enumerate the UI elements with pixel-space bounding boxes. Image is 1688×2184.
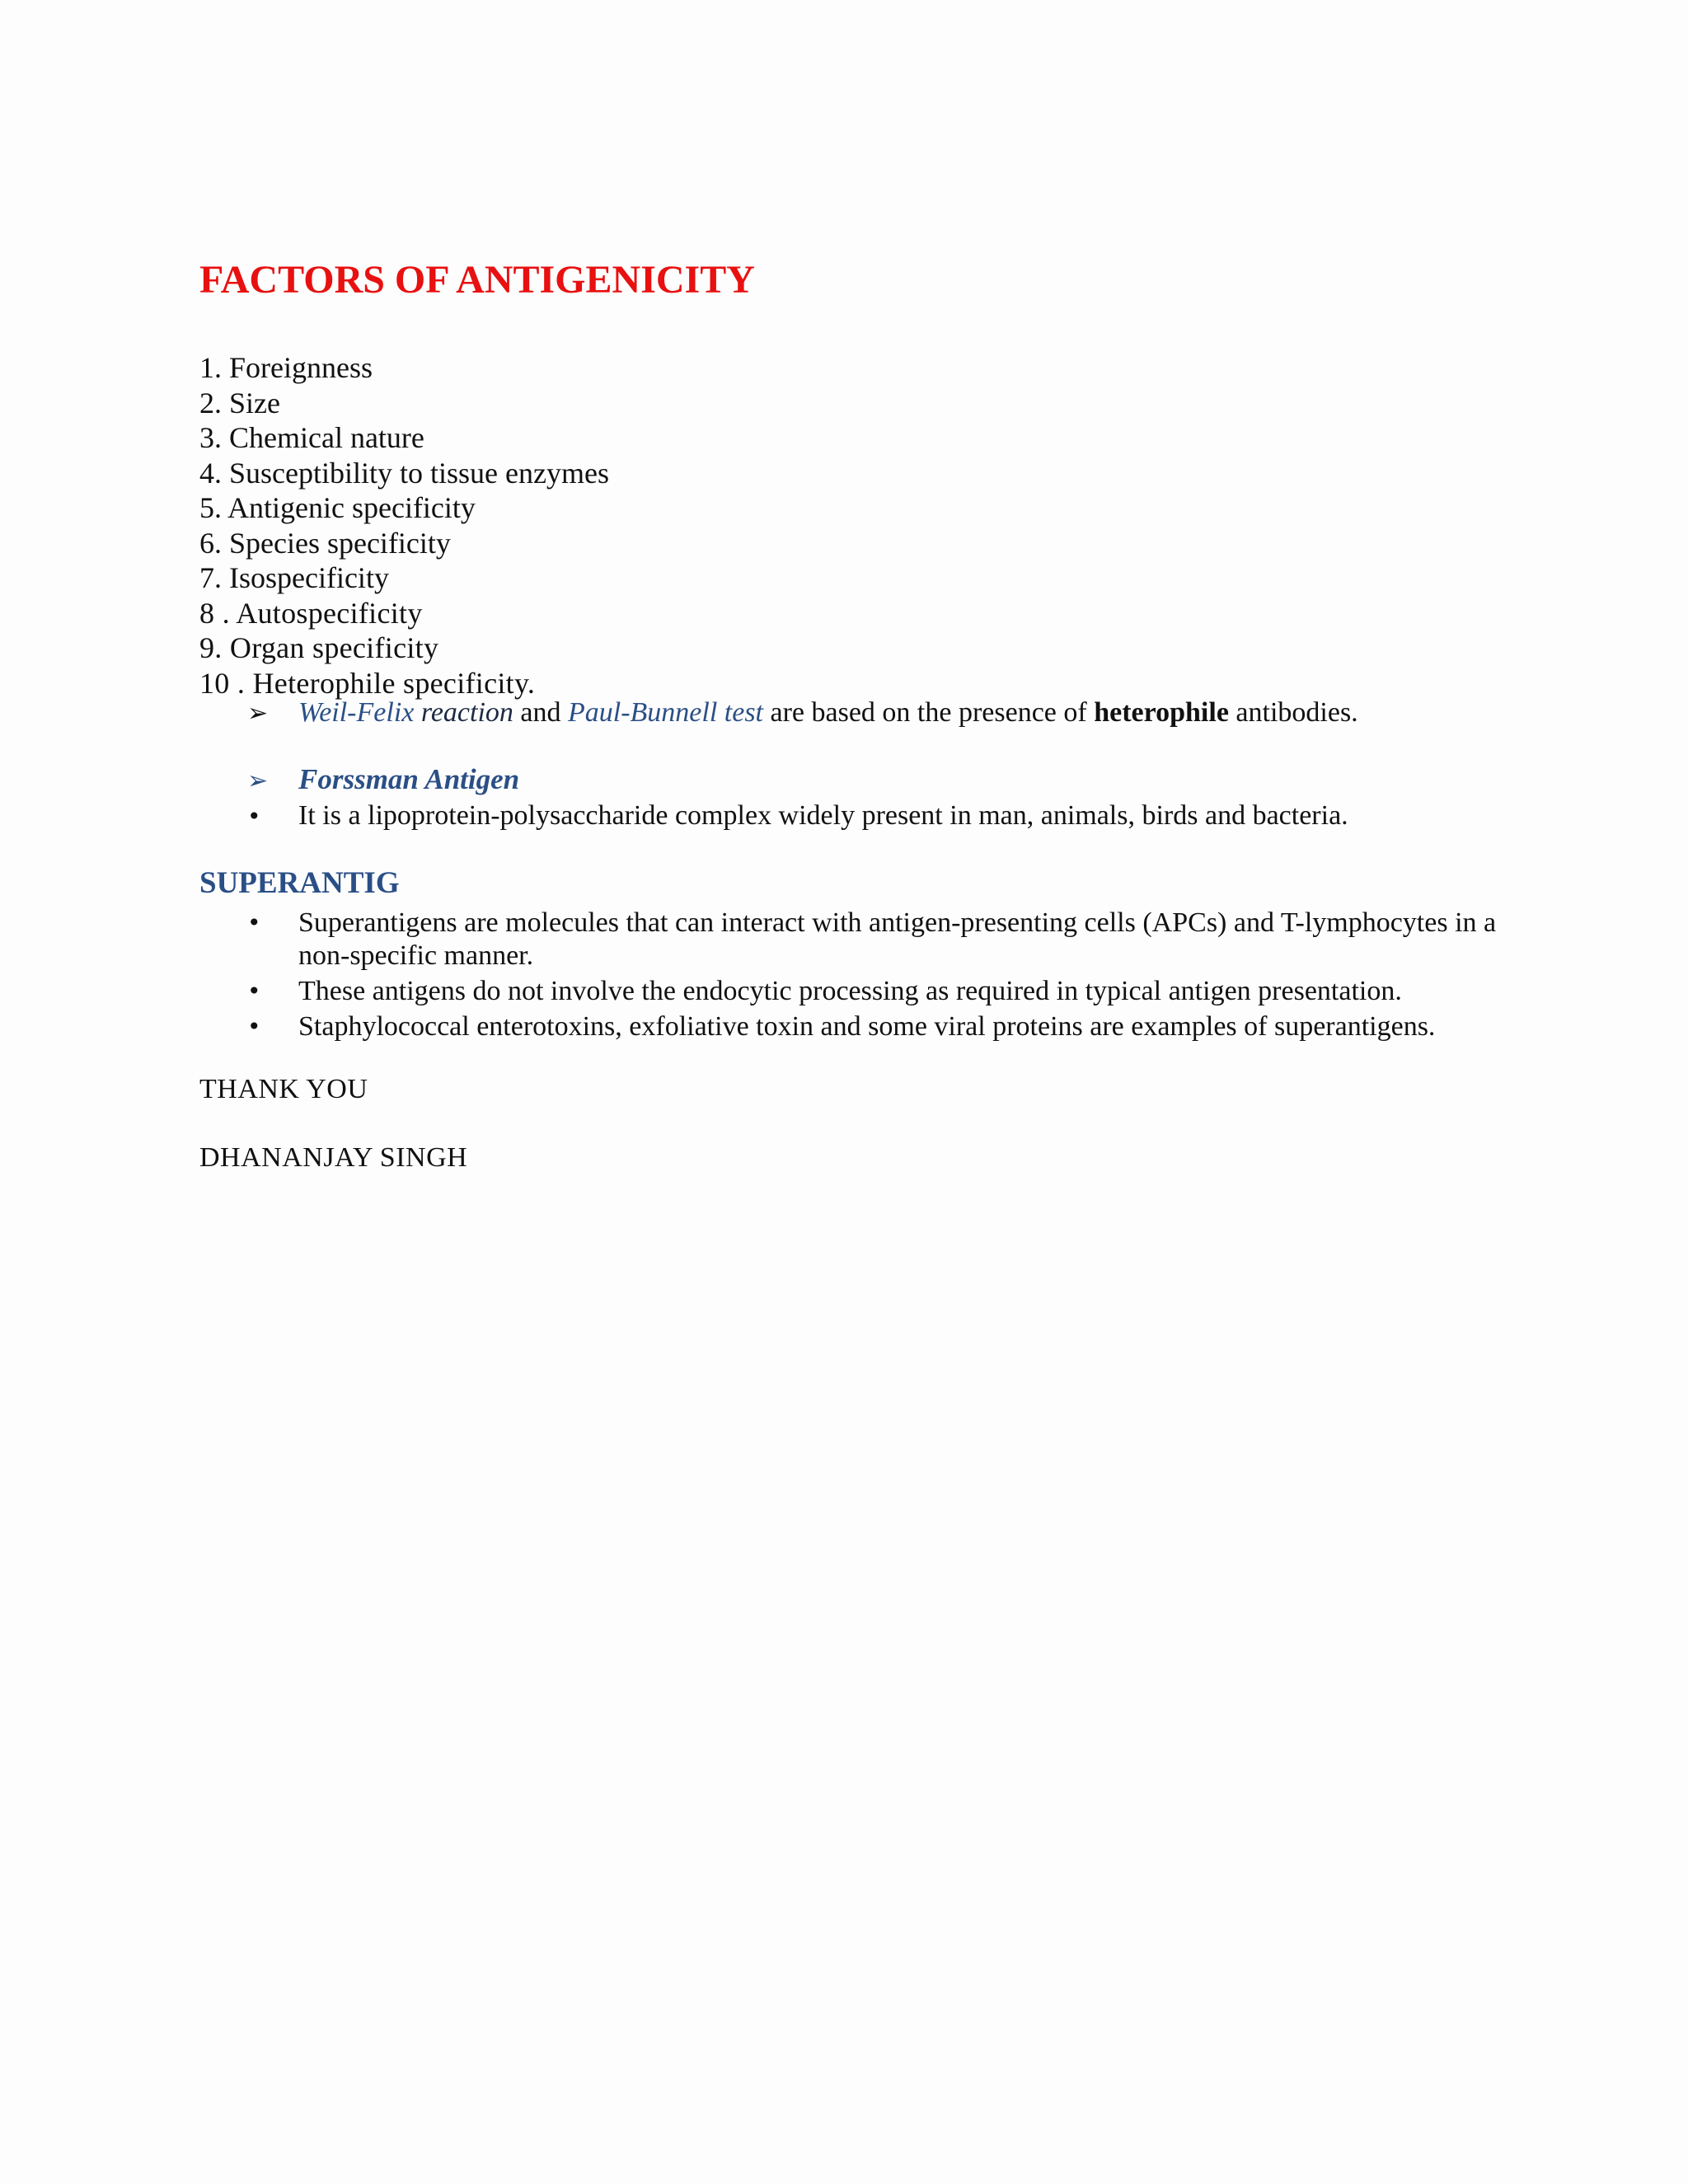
factor-item: 8 . Autospecificity [199,596,423,630]
author-name: DHANANJAY SINGH [199,1142,468,1173]
forssman-text: It is a lipoprotein-polysaccharide complex widely present in man, animals, birds and bacteria. [298,800,1348,831]
connector-text: and [513,697,568,728]
factor-item: 3. Chemical nature [199,421,424,454]
heterophile-note [247,697,1358,729]
forssman-description [247,800,1348,832]
factor-item: 6. Species specificity [199,526,451,560]
weil-felix-term: Weil-Felix [298,697,415,728]
factor-item: 10 . Heterophile specificity. [199,666,536,700]
factors-list [199,350,609,701]
superantigen-heading: SUPERANTIG [199,866,400,900]
list-item [247,907,1500,972]
factor-item: 1. Foreignness [199,351,373,384]
note-end-text: antibodies. [1228,697,1358,728]
paul-bunnell-term: Paul-Bunnell test [568,697,764,728]
superantigen-list [247,907,1500,1046]
arrow-bullet-icon: ➢ [247,699,269,728]
factor-item: 4. Susceptibility to tissue enzymes [199,456,609,490]
note-text: are based on the presence of [763,697,1095,728]
page-title: FACTORS OF ANTIGENICITY [199,258,755,302]
list-item-text: Staphylococcal enterotoxins, exfoliative toxin and some viral proteins are examples of superantigens. [298,1011,1436,1042]
thank-you-text: THANK YOU [199,1074,368,1104]
factor-item: 5. Antigenic specificity [199,491,476,524]
factor-item: 9. Organ specificity [199,631,439,664]
heterophile-term: heterophile [1094,697,1229,728]
forssman-title: Forssman Antigen [298,763,520,795]
bullet-icon: • [247,1013,261,1040]
list-item-text: These antigens do not involve the endocytic processing as required in typical antigen presentation. [298,976,1402,1006]
factor-item: 7. Isospecificity [199,561,389,594]
factor-item: 2. Size [199,386,280,419]
bullet-icon: • [247,909,261,936]
list-item-text: Superantigens are molecules that can interact with antigen-presenting cells (APCs) and T-lymphocytes in a non-specific manner. [298,907,1497,971]
bullet-icon: • [247,977,261,1005]
list-item [247,975,1500,1008]
list-item [247,1010,1500,1043]
forssman-heading [247,763,519,796]
arrow-bullet-icon: ➢ [247,766,269,795]
reaction-term: reaction [414,697,513,728]
bullet-icon: • [247,803,261,830]
